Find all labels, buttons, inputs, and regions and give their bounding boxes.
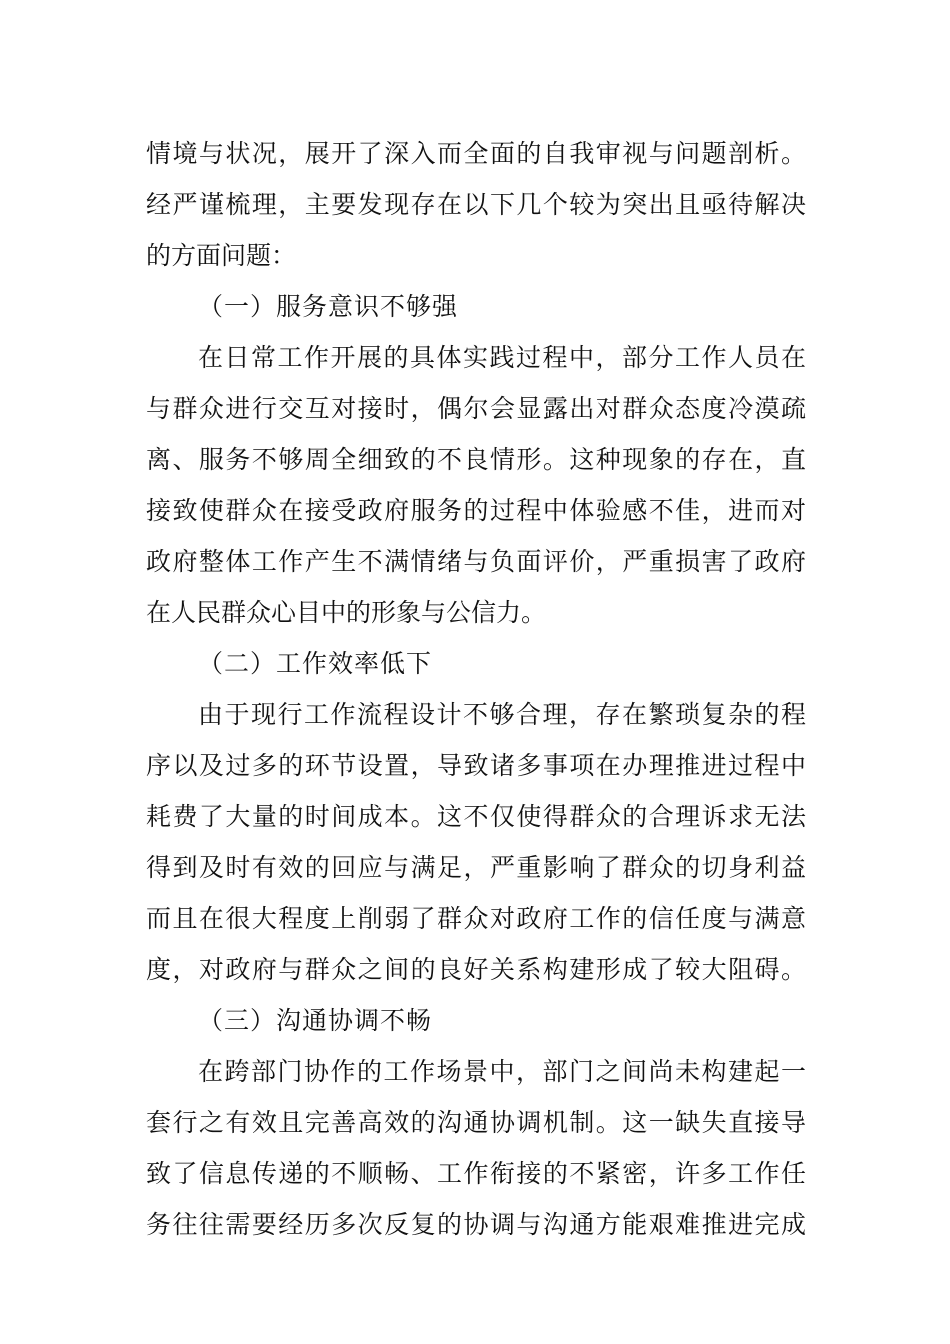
text-line: 经严谨梳理，主要发现存在以下几个较为突出且亟待解决 [146, 190, 806, 219]
text-line: 套行之有效且完善高效的沟通协调机制。这一缺失直接导 [146, 1108, 806, 1137]
text-line: 度，对政府与群众之间的良好关系构建形成了较大阻碍。 [146, 955, 806, 984]
document-body [146, 128, 806, 1250]
text-line: 情境与状况，展开了深入而全面的自我审视与问题剖析。 [146, 139, 806, 168]
text-line: 而且在很大程度上削弱了群众对政府工作的信任度与满意 [146, 904, 806, 933]
section-heading: （三）沟通协调不畅 [198, 1006, 433, 1035]
text-line: 致了信息传递的不顺畅、工作衔接的不紧密，许多工作任 [146, 1159, 806, 1188]
text-line: 离、服务不够周全细致的不良情形。这种现象的存在，直 [146, 445, 806, 474]
text-line: 政府整体工作产生不满情绪与负面评价，严重损害了政府 [146, 547, 806, 576]
text-line: 务往往需要经历多次反复的协调与沟通方能艰难推进完成 [146, 1210, 806, 1239]
text-line: 在跨部门协作的工作场景中，部门之间尚未构建起一 [198, 1057, 806, 1086]
section-heading: （一）服务意识不够强 [198, 292, 459, 321]
text-line: 由于现行工作流程设计不够合理，存在繁琐复杂的程 [198, 700, 806, 729]
text-line: 的方面问题： [146, 241, 297, 270]
text-line: 在人民群众心目中的形象与公信力。 [146, 598, 547, 627]
text-line: 序以及过多的环节设置，导致诸多事项在办理推进过程中 [146, 751, 806, 780]
text-line: 在日常工作开展的具体实践过程中，部分工作人员在 [198, 343, 806, 372]
text-line: 与群众进行交互对接时，偶尔会显露出对群众态度冷漠疏 [146, 394, 806, 423]
text-line: 接致使群众在接受政府服务的过程中体验感不佳，进而对 [146, 496, 806, 525]
text-line: 耗费了大量的时间成本。这不仅使得群众的合理诉求无法 [146, 802, 806, 831]
section-heading: （二）工作效率低下 [198, 649, 433, 678]
text-line: 得到及时有效的回应与满足，严重影响了群众的切身利益 [146, 853, 806, 882]
